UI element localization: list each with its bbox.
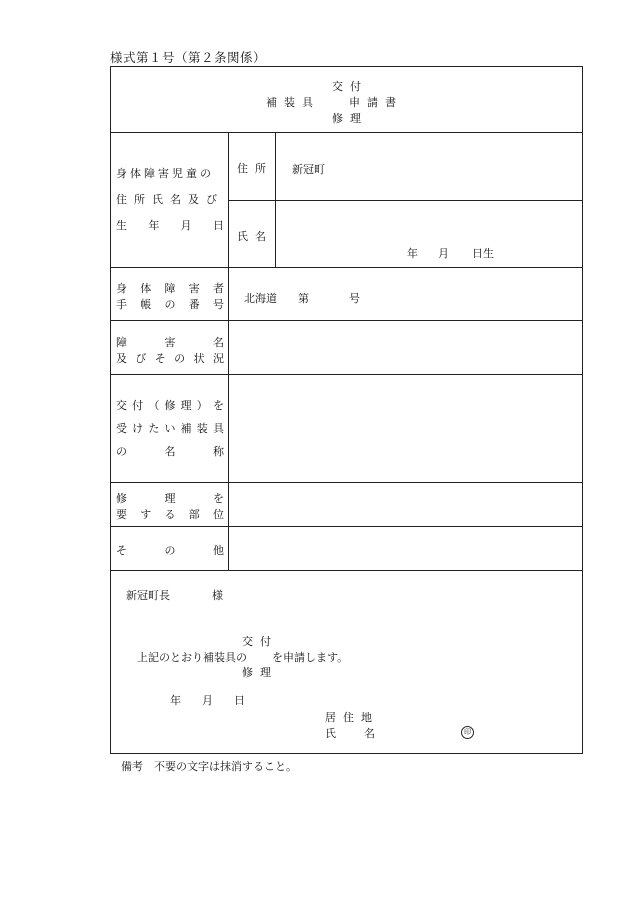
other-label: そ の 他 (116, 544, 224, 557)
applicant-name-label: 氏 名 (325, 727, 375, 740)
option-issue: 交付 (242, 635, 278, 648)
honorific: 様 (212, 589, 223, 602)
option-repair: 修理 (242, 666, 278, 679)
addressee: 新冠町長 (126, 589, 170, 602)
heading-device: 補装具 (266, 96, 320, 109)
heading-option-repair: 修理 (332, 112, 368, 125)
seal-mark: 印 (461, 724, 474, 739)
heading-option-issue: 交付 (332, 80, 368, 93)
form-number-title: 様式第１号（第２条関係） (110, 50, 267, 65)
application-text-after: を申請します。 (272, 651, 349, 664)
remarks-note: 備考 不要の文字は抹消すること。 (121, 760, 297, 773)
birthdate-label: 生 年 月 日 (116, 219, 224, 232)
address-value: 新冠町 (292, 163, 325, 176)
heading-application: 申請書 (349, 96, 403, 109)
name-label: 氏名 (237, 230, 273, 243)
residence-label: 居住地 (325, 711, 379, 724)
application-text-before: 上記のとおり補装具の (137, 651, 247, 664)
address-label: 住所 (237, 162, 273, 175)
